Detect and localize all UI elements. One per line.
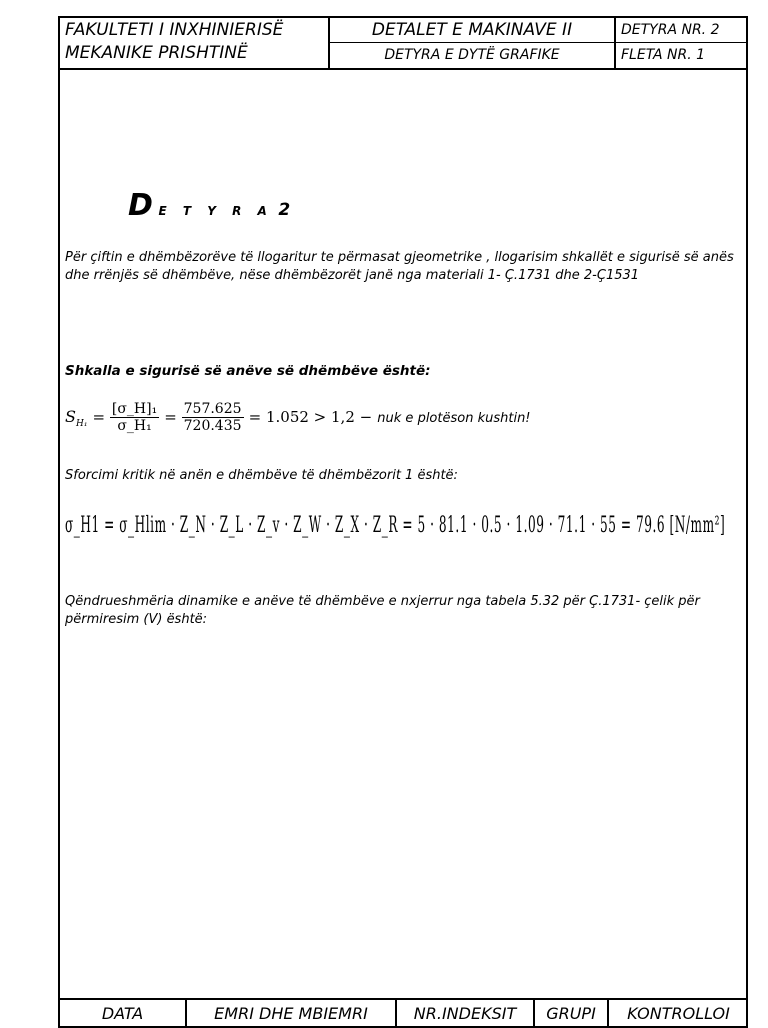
critical-stress-equation: σ_H1 = σ_Hlim · Z_N · Z_L · Z_v · Z_W · Z_X · Z_R = 5 · 81.1 · 0.5 · 1.09 · 71.1 · 55 = 79.6 [N/mm²] <box>65 513 726 538</box>
faculty-line-2: MEKANIKE PRISHTINË <box>65 43 248 63</box>
eq1-fraction-symbolic <box>110 401 159 434</box>
footer-table <box>60 998 746 1026</box>
footer-name: EMRI DHE MBIEMRI <box>187 1000 397 1026</box>
task-number: DETYRA NR. 2 <box>621 22 720 38</box>
faculty-line-1: FAKULTETI I INXHINIERISË <box>65 20 284 40</box>
page-title <box>128 188 290 223</box>
eq1-lhs-sub: H₁ <box>75 419 88 430</box>
title-number: 2 <box>278 200 291 220</box>
header-table <box>60 18 746 70</box>
sheet-number: FLETA NR. 1 <box>621 47 705 63</box>
section-heading-critical-stress: Sforcimi kritik në anën e dhëmbëve të dhëmbëzorit 1 është: <box>65 468 458 483</box>
title-initial: D <box>128 188 153 223</box>
eq1-note: nuk e plotëson kushtin! <box>377 411 531 426</box>
document-frame <box>58 16 748 1028</box>
footer-index: NR.INDEKSIT <box>397 1000 535 1026</box>
section-heading-dynamic-strength: Qëndrueshmëria dinamike e anëve të dhëmbëve e nxjerrur nga tabela 5.32 për Ç.1731- çelik për përmiresim (V) është: <box>65 594 700 627</box>
footer-date: DATA <box>60 1000 187 1026</box>
eq1-frac1-num: [σ_H]₁ <box>111 401 158 417</box>
eq1-frac2-num: 757.625 <box>183 401 242 417</box>
title-rest: E T Y R A <box>158 204 273 218</box>
assignment-type: DETYRA E DYTË GRAFIKE <box>384 47 560 63</box>
course-name: DETALET E MAKINAVE II <box>371 20 573 40</box>
eq1-result: = 1.052 > 1,2 − <box>248 408 373 426</box>
sheet-cell <box>616 18 748 68</box>
intro-paragraph: Për çiftin e dhëmbëzorëve të llogaritur te përmasat gjeometrike , llogarisim shkallët e sigurisë së anës dhe rrënjës së dhëmbëve, nëse dhëmbëzorët janë nga materiali 1- Ç.1731 dhe 2-Ç1531 <box>65 250 734 283</box>
faculty-cell <box>60 18 330 68</box>
eq1-lhs: S <box>65 407 76 426</box>
eq1-fraction-numeric <box>182 401 244 434</box>
footer-checked: KONTROLLOI <box>627 1004 730 1023</box>
eq1-frac2-den: 720.435 <box>183 418 242 434</box>
safety-factor-equation: $S_{H_1}$ = $\frac{\text{[σ\_H]₁}}{\text{σ\_H₁}}$ = $\frac{757.625}{720.435}$ = 1.052 > 1,2 − nuk e plotëson kushtin! <box>65 401 531 434</box>
course-cell <box>330 18 616 68</box>
section-heading-safety: Shkalla e sigurisë së anëve së dhëmbëve është: <box>65 363 431 379</box>
footer-group: GRUPI <box>535 1000 609 1026</box>
eq1-frac1-den: σ_H₁ <box>117 418 152 434</box>
